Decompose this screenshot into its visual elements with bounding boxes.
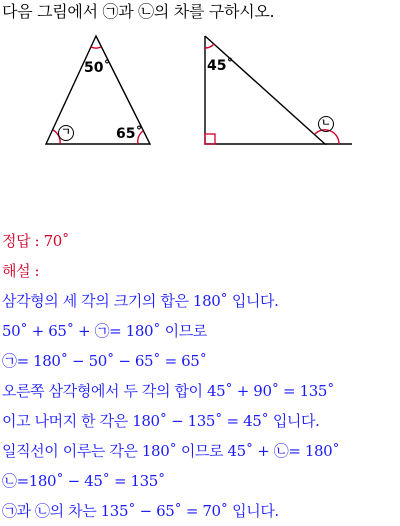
figure [0, 30, 400, 160]
solution-line-5: 이고 나머지 한 각은 180˚ − 135˚ = 45˚ 입니다. [2, 412, 320, 430]
explanation-label: 해설 : [2, 262, 40, 280]
solution-line-8: ㉠과 ㉡의 차는 135˚ − 65˚ = 70˚ 입니다. [2, 502, 279, 520]
solution-line-7: ㉡=180˚ − 45˚ = 135˚ [2, 472, 166, 490]
solution-line-6: 일직선이 이루는 각은 180˚ 이므로 45˚ + ㉡= 180˚ [2, 442, 340, 460]
question-text: 다음 그림에서 ㉠과 ㉡의 차를 구하시오. [2, 2, 275, 21]
solution-line-3: ㉠= 180˚ − 50˚ − 65˚ = 65˚ [2, 352, 207, 370]
solution-line-2: 50˚ + 65˚ + ㉠= 180˚ 이므로 [2, 322, 207, 340]
label-50: 50˚ [84, 60, 111, 76]
right-angle-mark [205, 134, 215, 144]
triangle-diagram [0, 30, 400, 160]
answer-line: 정답 : 70˚ [2, 232, 69, 250]
top-angle-arc [91, 47, 101, 48]
marker-nieun: ㄴ [318, 116, 334, 132]
marker-giyeok: ㄱ [58, 125, 74, 141]
top-45-arc [205, 44, 214, 48]
right-triangle [205, 36, 325, 144]
label-45: 45˚ [207, 58, 234, 74]
solution-line-1: 삼각형의 세 각의 크기의 합은 180˚ 입니다. [2, 292, 279, 310]
label-65: 65˚ [116, 126, 143, 142]
solution-line-4: 오른쪽 삼각형에서 두 각의 합이 45˚ + 90˚ = 135˚ [2, 382, 335, 400]
